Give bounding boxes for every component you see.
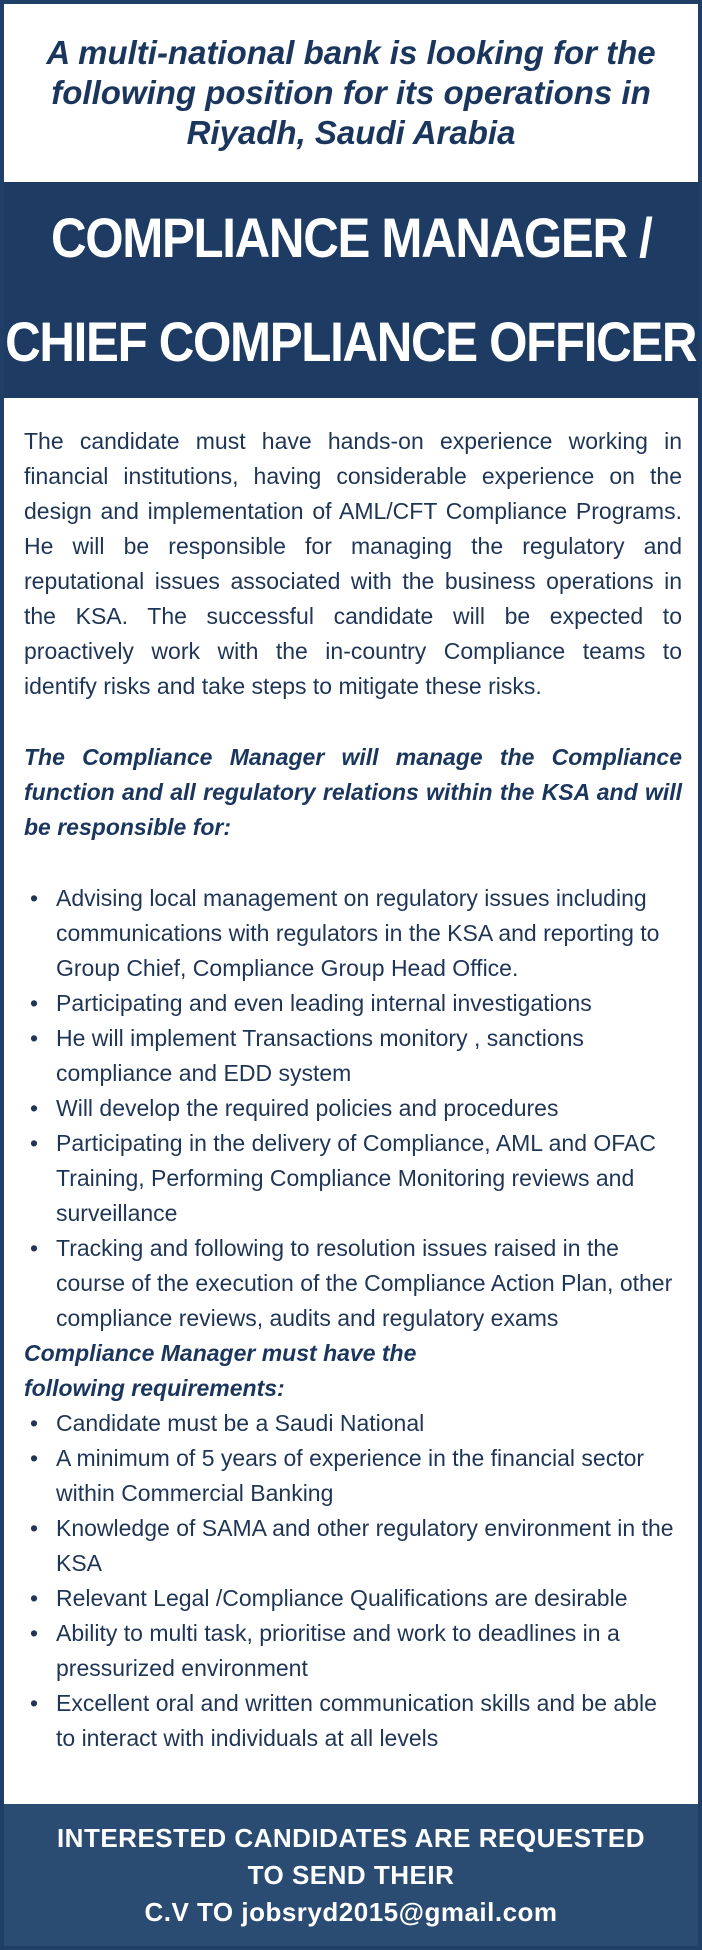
- intro-section: [4, 4, 698, 182]
- responsibility-text: Will develop the required policies and procedures: [56, 1095, 559, 1121]
- list-item: [24, 1406, 682, 1441]
- job-title-banner: [4, 182, 698, 398]
- bullet-icon: •: [29, 1025, 39, 1051]
- intro-text: A multi-national bank is looking for the following position for its operations in Riyadh, Saudi Arabia: [46, 34, 656, 151]
- bullet-icon: •: [29, 1130, 39, 1156]
- requirements-heading: Compliance Manager must have the following requirements:: [24, 1340, 417, 1401]
- requirement-text: Knowledge of SAMA and other regulatory environment in the KSA: [56, 1515, 674, 1576]
- responsibility-text: Participating and even leading internal investigations: [56, 990, 592, 1016]
- responsibility-text: Tracking and following to resolution issues raised in the course of the execution of the Compliance Action Plan, other compliance reviews, audits and regulatory exams: [56, 1235, 673, 1331]
- list-item: [24, 1686, 682, 1756]
- bullet-icon: •: [29, 1095, 39, 1121]
- bullet-icon: •: [29, 1515, 39, 1541]
- application-footer: [4, 1804, 698, 1946]
- list-item: [24, 881, 682, 986]
- job-title-line-2: CHIEF COMPLIANCE OFFICER: [5, 310, 697, 373]
- bullet-icon: •: [29, 885, 39, 911]
- responsibilities-heading: The Compliance Manager will manage the Compliance function and all regulatory relations within the KSA and will be responsible for:: [24, 744, 682, 840]
- responsibility-text: Advising local management on regulatory issues including communications with regulators in the KSA and reporting to Group Chief, Compliance Group Head Office.: [56, 885, 660, 981]
- bullet-icon: •: [29, 1585, 39, 1611]
- requirement-text: Candidate must be a Saudi National: [56, 1410, 425, 1436]
- job-title-line-1: COMPLIANCE MANAGER /: [50, 206, 652, 269]
- list-item: [24, 1231, 682, 1336]
- bullet-icon: •: [29, 990, 39, 1016]
- responsibilities-list: [24, 881, 682, 1336]
- list-item: [24, 1441, 682, 1511]
- ad-body: [4, 398, 698, 1756]
- footer-line-1: INTERESTED CANDIDATES ARE REQUESTED: [56, 1822, 646, 1853]
- list-item: [24, 1126, 682, 1231]
- list-item: [24, 1511, 682, 1581]
- responsibility-text: He will implement Transactions monitory , sanctions compliance and EDD system: [56, 1025, 584, 1086]
- list-item: [24, 1616, 682, 1686]
- list-item: [24, 1021, 682, 1091]
- bullet-icon: •: [29, 1235, 39, 1261]
- job-description: The candidate must have hands-on experience working in financial institutions, having considerable experience on the design and implementation of AML/CFT Compliance Programs. He will be responsible for managing the regulatory and reputational issues associated with the business operations in the KSA. The successful candidate will be expected to proactively work with the in-country Compliance teams to identify risks and take steps to mitigate these risks.: [24, 428, 682, 699]
- requirements-list: [24, 1406, 682, 1756]
- list-item: [24, 1091, 682, 1126]
- contact-email: C.V TO jobsryd2015@gmail.com: [144, 1896, 558, 1927]
- bullet-icon: •: [29, 1690, 39, 1716]
- bullet-icon: •: [29, 1445, 39, 1471]
- bullet-icon: •: [29, 1620, 39, 1646]
- responsibility-text: Participating in the delivery of Compliance, AML and OFAC Training, Performing Compliance Monitoring reviews and surveillance: [56, 1130, 656, 1226]
- requirement-text: A minimum of 5 years of experience in the financial sector within Commercial Banking: [56, 1445, 645, 1506]
- requirement-text: Ability to multi task, prioritise and work to deadlines in a pressurized environment: [56, 1620, 620, 1681]
- list-item: [24, 986, 682, 1021]
- list-item: [24, 1581, 682, 1616]
- bullet-icon: •: [29, 1410, 39, 1436]
- requirement-text: Excellent oral and written communication skills and be able to interact with individuals at all levels: [56, 1690, 657, 1751]
- footer-line-2: TO SEND THEIR: [247, 1859, 455, 1890]
- requirement-text: Relevant Legal /Compliance Qualifications are desirable: [56, 1585, 628, 1611]
